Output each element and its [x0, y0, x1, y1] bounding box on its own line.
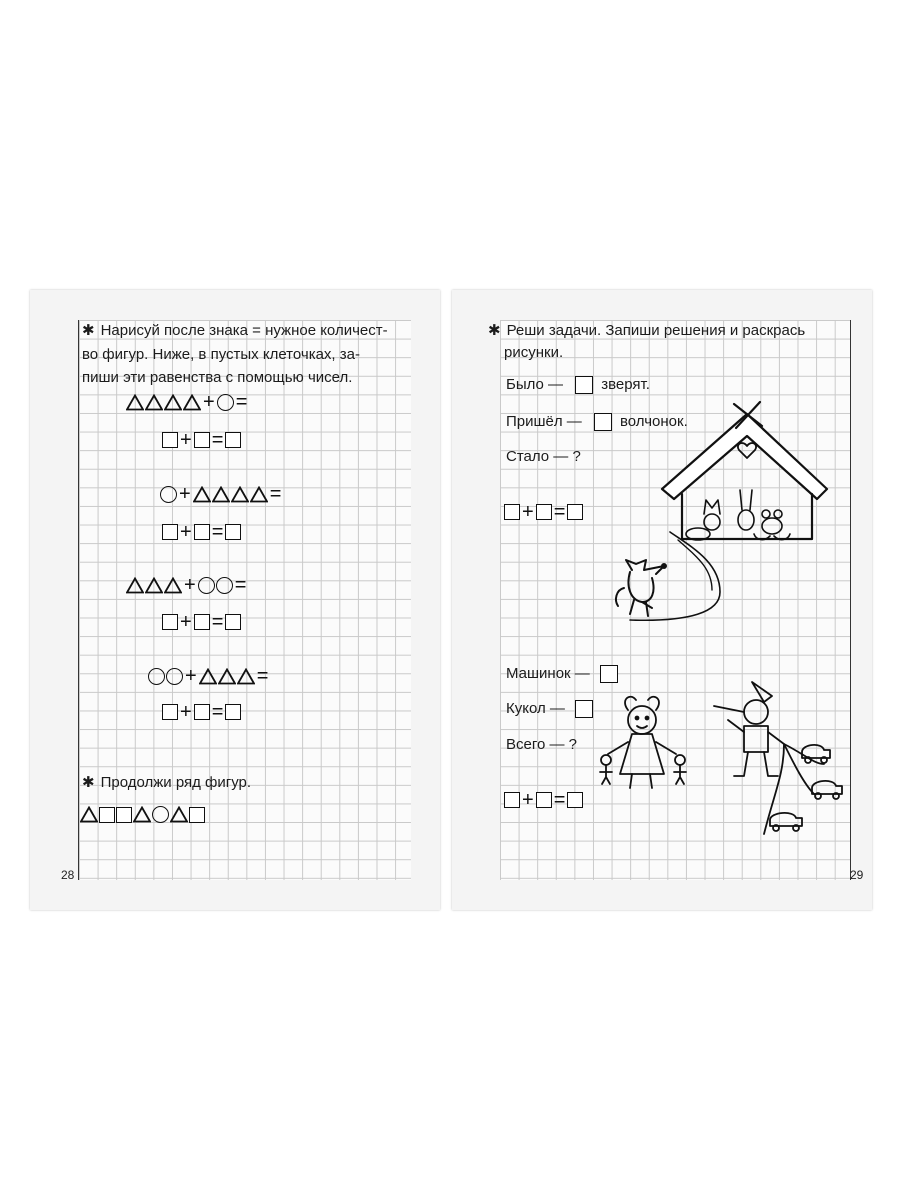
triangle-shape	[145, 577, 163, 594]
circle-shape	[160, 486, 177, 503]
wolf-cub-illustration	[612, 530, 732, 630]
square-shape	[536, 792, 552, 808]
triangle-shape	[126, 577, 144, 594]
triangle-shape	[212, 486, 230, 503]
square-shape	[162, 432, 178, 448]
star-icon: ✱	[488, 322, 501, 339]
equals-sign: =	[256, 665, 269, 687]
task-line2: рисунки.	[504, 344, 564, 361]
plus-sign: +	[184, 574, 196, 596]
plus-sign: +	[180, 429, 192, 451]
house-with-animals-illustration	[642, 394, 842, 544]
plus-sign: +	[185, 665, 197, 687]
doll-and-pinocchio-illustration	[592, 680, 852, 840]
plus-sign: +	[180, 701, 192, 723]
answer-cells-problem1[interactable]	[504, 502, 583, 522]
equals-sign: =	[211, 429, 224, 451]
triangle-shape	[193, 486, 211, 503]
triangle-shape	[164, 577, 182, 594]
square-shape	[536, 504, 552, 520]
triangle-shape	[250, 486, 268, 503]
star-icon: ✱	[82, 322, 95, 339]
circle-shape	[216, 577, 233, 594]
answer-cells-4[interactable]	[162, 702, 241, 722]
equals-sign: =	[211, 521, 224, 543]
answer-cells-2[interactable]	[162, 522, 241, 542]
triangle-shape	[164, 394, 182, 411]
plus-sign: +	[522, 501, 534, 523]
answer-box[interactable]	[594, 413, 612, 431]
problem2-line1: Машинок —	[506, 663, 618, 685]
square-shape	[225, 524, 241, 540]
square-shape	[194, 704, 210, 720]
circle-shape	[152, 806, 169, 823]
plus-sign: +	[180, 521, 192, 543]
circle-shape	[198, 577, 215, 594]
plus-sign: +	[180, 611, 192, 633]
circle-shape	[166, 668, 183, 685]
plus-sign: +	[203, 391, 215, 413]
triangle-shape	[199, 668, 217, 685]
answer-box[interactable]	[575, 376, 593, 394]
problem2-line2: Кукол —	[506, 698, 593, 720]
star-icon: ✱	[82, 774, 95, 791]
triangle-shape	[237, 668, 255, 685]
page-number-right: 29	[850, 868, 864, 882]
triangle-shape	[133, 806, 151, 823]
equals-sign: =	[553, 789, 566, 811]
shape-equation-1	[126, 392, 248, 412]
task1-line2: во фигур. Ниже, в пустых клеточках, за-	[82, 346, 360, 363]
triangle-shape	[126, 394, 144, 411]
square-shape	[225, 704, 241, 720]
triangle-shape	[145, 394, 163, 411]
triangle-shape	[80, 806, 98, 823]
problem1-line2: Пришёл — волчонок.	[506, 413, 688, 430]
right-page	[452, 290, 872, 910]
plus-sign: +	[522, 789, 534, 811]
square-shape	[194, 432, 210, 448]
task1-line3: пиши эти равенства с помощью чисел.	[82, 369, 353, 386]
equals-sign: =	[211, 701, 224, 723]
task1-line1: ✱ Нарисуй после знака = нужное количест-	[82, 322, 388, 339]
page-number-left: 28	[61, 868, 75, 882]
triangle-shape	[170, 806, 188, 823]
book-spread	[30, 290, 872, 910]
square-shape	[567, 504, 583, 520]
square-shape	[567, 792, 583, 808]
problem1-line1: Было — зверят.	[506, 376, 650, 393]
answer-cells-1[interactable]	[162, 430, 241, 450]
square-shape	[225, 432, 241, 448]
shape-sequence	[80, 806, 205, 823]
plus-sign: +	[179, 483, 191, 505]
problem2-line3: Всего — ?	[506, 736, 578, 753]
equals-sign: =	[269, 483, 282, 505]
triangle-shape	[183, 394, 201, 411]
square-shape	[194, 614, 210, 630]
square-shape	[116, 807, 132, 823]
equals-sign: =	[234, 574, 247, 596]
triangle-shape	[218, 668, 236, 685]
answer-cells-3[interactable]	[162, 612, 241, 632]
square-shape	[162, 704, 178, 720]
equals-sign: =	[235, 391, 248, 413]
square-shape	[504, 792, 520, 808]
shape-equation-2	[160, 484, 282, 504]
problem1-line3: Стало — ?	[506, 448, 581, 465]
answer-box[interactable]	[575, 700, 593, 718]
circle-shape	[217, 394, 234, 411]
shape-equation-4	[148, 666, 269, 686]
square-shape	[189, 807, 205, 823]
equals-sign: =	[553, 501, 566, 523]
answer-cells-problem2[interactable]	[504, 790, 583, 810]
square-shape	[504, 504, 520, 520]
equals-sign: =	[211, 611, 224, 633]
circle-shape	[148, 668, 165, 685]
square-shape	[194, 524, 210, 540]
square-shape	[225, 614, 241, 630]
task-line1: ✱ Реши задачи. Запиши решения и раскрась	[488, 322, 806, 339]
triangle-shape	[231, 486, 249, 503]
square-shape	[162, 524, 178, 540]
shape-equation-3	[126, 575, 247, 595]
square-shape	[162, 614, 178, 630]
left-page	[30, 290, 440, 910]
task2-label: ✱ Продолжи ряд фигур.	[82, 774, 252, 791]
square-shape	[99, 807, 115, 823]
